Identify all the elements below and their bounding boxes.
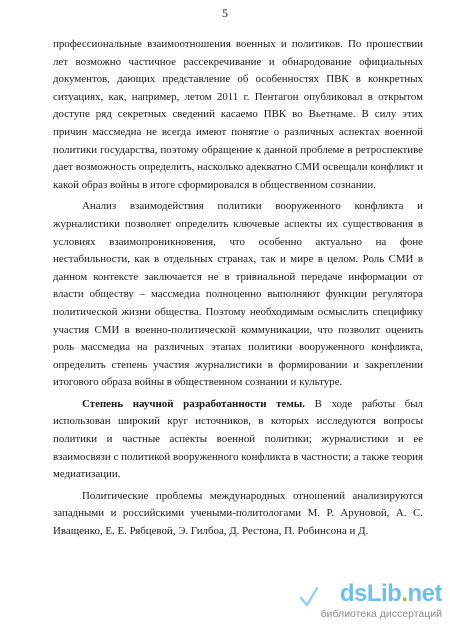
body-text	[53, 36, 423, 541]
paragraph-intro	[53, 36, 423, 194]
paragraph-text: Анализ взаимодействия политики вооруженного конфликта и журналистики позволяет определить ключевые аспекты их существования в условиях взаимопроникновения, что особенно актуально на фоне нестабильности, как в отдельных странах, так и мире в целом. Роль СМИ в данном контексте заключается не в тривиальной передаче информации от власти обществу – массмедиа полноценно выполняют функции регулятора политической жизни общества. Поэтому необходимым осмыслить специфику участия СМИ в военно-политической коммуникации, что позволит оценить роль массмедиа на различных этапах политики вооруженного конфликта, определить степень участия журналистики в формировании и закреплении итогового образа войны в общественном сознании и культуре.	[53, 200, 423, 389]
paragraph-text: Политические проблемы международных отношений анализируются западными и российскими учеными-политологами М. Р. Аруновой, А. С. Иващенко, Е. Е. Рябцевой, Э. Гилбоа, Д. Рестона, П. Робинсона и Д.	[53, 489, 423, 538]
paragraph-text: профессиональные взаимоотношения военных и политиков. По прошествии лет возможно частичное рассекречивание и обнародование официальных документов, дающих представление об особенностях ПВК в конкретных ситуациях, как, например, летом 2011 г. Пентагон опубликовал в открытом доступе ряд секретных сведений касаемо ПВК во Вьетнаме. В силу этих причин массмедиа не всегда имеют понятие о различных аспектах военной политики государства, поэтому обращение к данной проблеме в ретроспективе дает возможность определить, насколько адекватно СМИ освещали конфликт и какой образ войны в итоге сформировался в общественном сознании.	[53, 38, 423, 191]
watermark-subtitle: библиотека диссертаций	[320, 608, 442, 620]
section-heading: Степень научной разработанности темы.	[82, 397, 306, 410]
paragraph-political-problems	[53, 488, 423, 541]
paragraph-analysis	[53, 198, 423, 392]
watermark	[296, 580, 446, 624]
watermark-logo: dsLib.net	[339, 580, 442, 607]
page-number: 5	[222, 6, 228, 20]
paragraph-research-degree	[53, 396, 423, 484]
checkmark-icon	[298, 584, 320, 615]
paragraph-text: В ходе работы был использован широкий круг источников, в которых исследуются вопросы политики и частные аспекты военной политики; журналистики и ее взаимосвязи с политикой вооруженного конфликта в частности; а также теория медиатизации.	[53, 397, 423, 481]
